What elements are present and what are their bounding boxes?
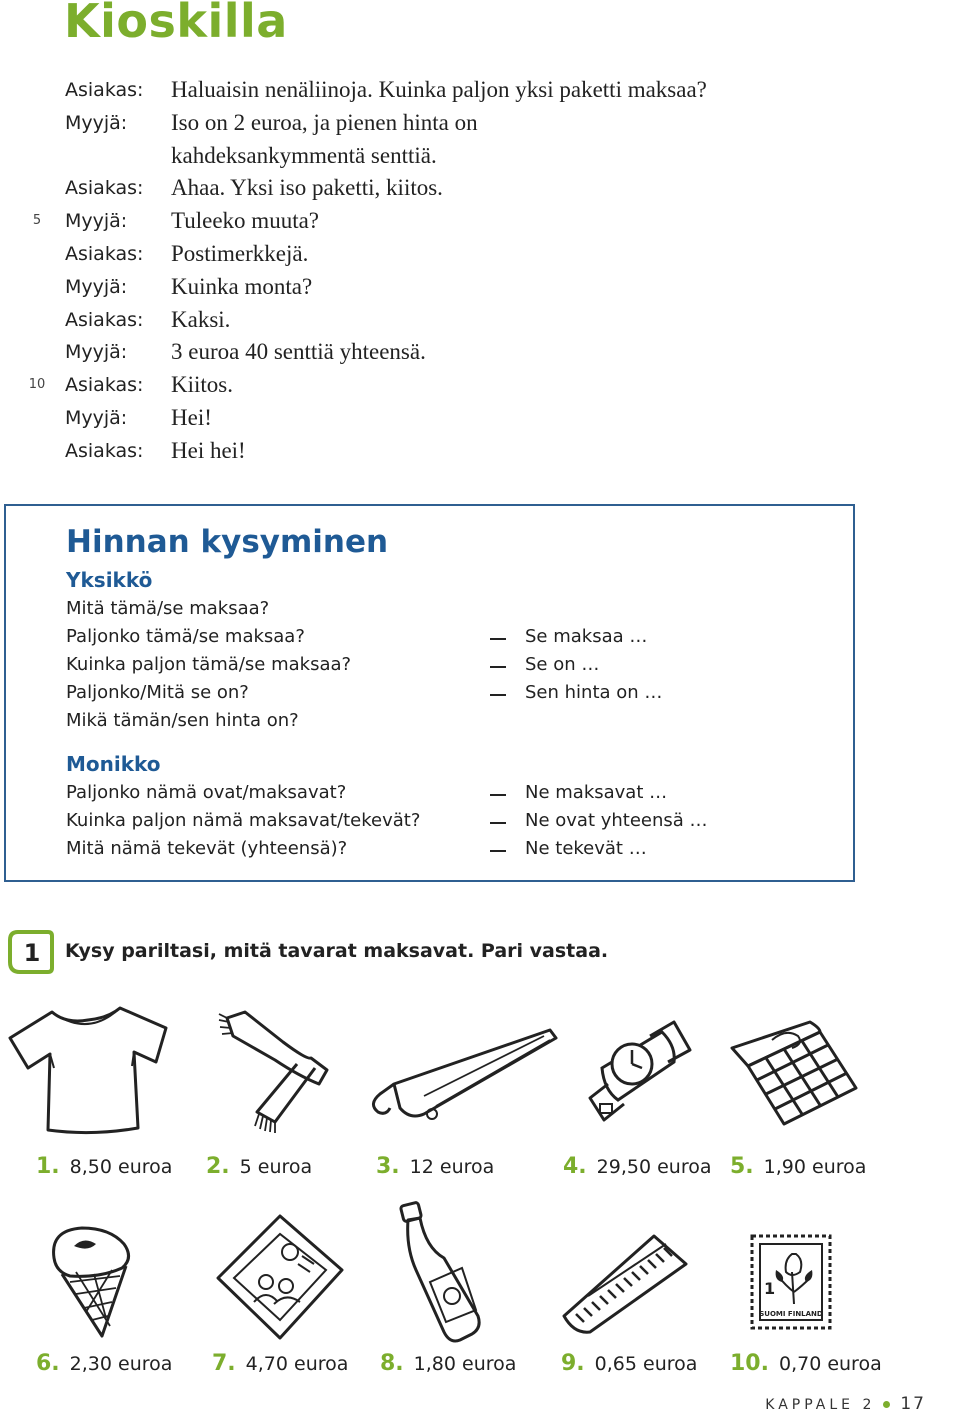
- wristwatch-icon: [578, 1016, 698, 1124]
- speaker: Asiakas:: [65, 177, 144, 200]
- dash: [490, 638, 506, 640]
- speaker: Myyjä:: [65, 210, 128, 233]
- question: Mitä nämä tekevät (yhteensä)?: [66, 838, 348, 859]
- dash: [490, 694, 506, 696]
- line-number: 5: [32, 213, 42, 229]
- item-number: 3.: [376, 1154, 400, 1179]
- bottle-icon: [390, 1198, 500, 1348]
- dialogue-line: [0, 402, 960, 435]
- item-number: 8.: [380, 1351, 404, 1376]
- answer: Se on …: [525, 654, 600, 675]
- price-label: [212, 1351, 348, 1376]
- speaker: Myyjä:: [65, 111, 128, 134]
- answer: Sen hinta on …: [525, 682, 663, 703]
- dash: [490, 850, 506, 852]
- line-text: Iso on 2 euroa, ja pienen hinta on: [171, 109, 478, 135]
- question: Kuinka paljon tämä/se maksaa?: [66, 654, 352, 675]
- dash: [490, 822, 506, 824]
- singular-heading: Yksikkö: [66, 568, 153, 592]
- item-number: 4.: [563, 1154, 587, 1179]
- speaker: Asiakas:: [65, 439, 144, 462]
- answer: Se maksaa …: [525, 626, 648, 647]
- item-price: 12 euroa: [409, 1156, 495, 1178]
- item-price: 2,30 euroa: [69, 1353, 173, 1375]
- box-title: Hinnan kysyminen: [66, 524, 389, 560]
- speaker: Myyjä:: [65, 341, 128, 364]
- line-text: 3 euroa 40 senttiä yhteensä.: [171, 339, 426, 365]
- line-text: kahdeksankymmentä senttiä.: [171, 142, 437, 168]
- dialogue-line: [0, 205, 960, 238]
- line-text: Kaksi.: [171, 306, 231, 332]
- item-price: 8,50 euroa: [69, 1156, 173, 1178]
- price-label: [563, 1154, 712, 1179]
- question: Paljonko tämä/se maksaa?: [66, 626, 305, 647]
- item-price: 0,65 euroa: [594, 1353, 698, 1375]
- item-price: 1,80 euroa: [413, 1353, 517, 1375]
- line-text: Hei hei!: [171, 437, 246, 463]
- dash: [490, 666, 506, 668]
- dialogue-line: [0, 304, 960, 337]
- line-text: Postimerkkejä.: [171, 240, 309, 266]
- answer: Ne tekevät …: [525, 838, 647, 859]
- item-number: 7.: [212, 1351, 236, 1376]
- price-label: [36, 1154, 172, 1179]
- dialogue-line: [0, 435, 960, 468]
- answer: Ne maksavat …: [525, 782, 668, 803]
- postage-stamp-icon: [748, 1232, 834, 1332]
- item-price: 1,90 euroa: [763, 1156, 867, 1178]
- question: Paljonko nämä ovat/maksavat?: [66, 782, 347, 803]
- dialogue-line: [0, 107, 960, 140]
- speaker: Myyjä:: [65, 406, 128, 429]
- item-price: 0,70 euroa: [778, 1353, 882, 1375]
- item-number: 2.: [206, 1154, 230, 1179]
- price-label: [206, 1154, 312, 1179]
- stamp-value: 1: [764, 1279, 776, 1298]
- chapter-label: KAPPALE 2: [765, 1397, 876, 1413]
- dash: [490, 794, 506, 796]
- ice-cream-cone-icon: [40, 1222, 140, 1340]
- item-number: 6.: [36, 1351, 60, 1376]
- item-price: 4,70 euroa: [245, 1353, 349, 1375]
- dialogue-line: [0, 172, 960, 205]
- item-number: 10.: [730, 1351, 769, 1376]
- price-label: [376, 1154, 494, 1179]
- exercise-number-badge: [8, 928, 54, 974]
- line-text: Kiitos.: [171, 372, 233, 398]
- chocolate-bar-icon: [728, 1018, 860, 1130]
- speaker: Asiakas:: [65, 242, 144, 265]
- exercise-instruction: Kysy pariltasi, mitä tavarat maksavat. Pari vastaa.: [65, 940, 609, 962]
- line-text: Ahaa. Yksi iso paketti, kiitos.: [171, 175, 443, 201]
- price-label: [730, 1351, 882, 1376]
- dialogue-line: [0, 238, 960, 271]
- price-label: [36, 1351, 172, 1376]
- question: Paljonko/Mitä se on?: [66, 682, 249, 703]
- item-price: 5 euroa: [239, 1156, 313, 1178]
- line-text: Tuleeko muuta?: [171, 208, 319, 234]
- item-number: 1.: [36, 1154, 60, 1179]
- magazine-icon: [214, 1212, 346, 1344]
- page-number: 17: [900, 1394, 926, 1414]
- t-shirt-icon: [4, 998, 174, 1138]
- dialogue-line: [0, 336, 960, 369]
- dialogue: [0, 74, 960, 468]
- item-number: 9.: [561, 1351, 585, 1376]
- stamp-country: SUOMI FINLAND: [759, 1310, 823, 1318]
- speaker: Asiakas:: [65, 79, 144, 101]
- scarf-icon: [215, 1002, 335, 1134]
- dialogue-line: [0, 74, 960, 107]
- plural-heading: Monikko: [66, 752, 161, 776]
- question: Kuinka paljon nämä maksavat/tekevät?: [66, 810, 421, 831]
- price-label: [561, 1351, 697, 1376]
- umbrella-icon: [364, 1018, 564, 1128]
- speaker: Asiakas:: [65, 308, 144, 331]
- page-title: Kioskilla: [64, 0, 288, 48]
- question: Mitä tämä/se maksaa?: [66, 598, 270, 619]
- footer-dot: [883, 1401, 890, 1408]
- item-price: 29,50 euroa: [596, 1156, 712, 1178]
- page-footer: [765, 1394, 926, 1414]
- dialogue-line: [0, 271, 960, 304]
- question: Mikä tämän/sen hinta on?: [66, 710, 299, 731]
- comb-icon: [560, 1230, 692, 1338]
- price-label: [730, 1154, 866, 1179]
- line-text: Kuinka monta?: [171, 273, 313, 299]
- item-number: 5.: [730, 1154, 754, 1179]
- price-label: [380, 1351, 516, 1376]
- answer: Ne ovat yhteensä …: [525, 810, 708, 831]
- speaker: Myyjä:: [65, 275, 128, 298]
- line-text: Hei!: [171, 404, 212, 430]
- price-asking-box: [4, 504, 855, 882]
- dialogue-line: [0, 369, 960, 402]
- speaker: Asiakas:: [65, 374, 144, 397]
- exercise-number: 1: [23, 939, 41, 967]
- line-number: 10: [28, 377, 46, 393]
- line-text: Haluaisin nenäliinoja. Kuinka paljon yksi paketti maksaa?: [171, 77, 707, 102]
- dialogue-line: [0, 140, 960, 173]
